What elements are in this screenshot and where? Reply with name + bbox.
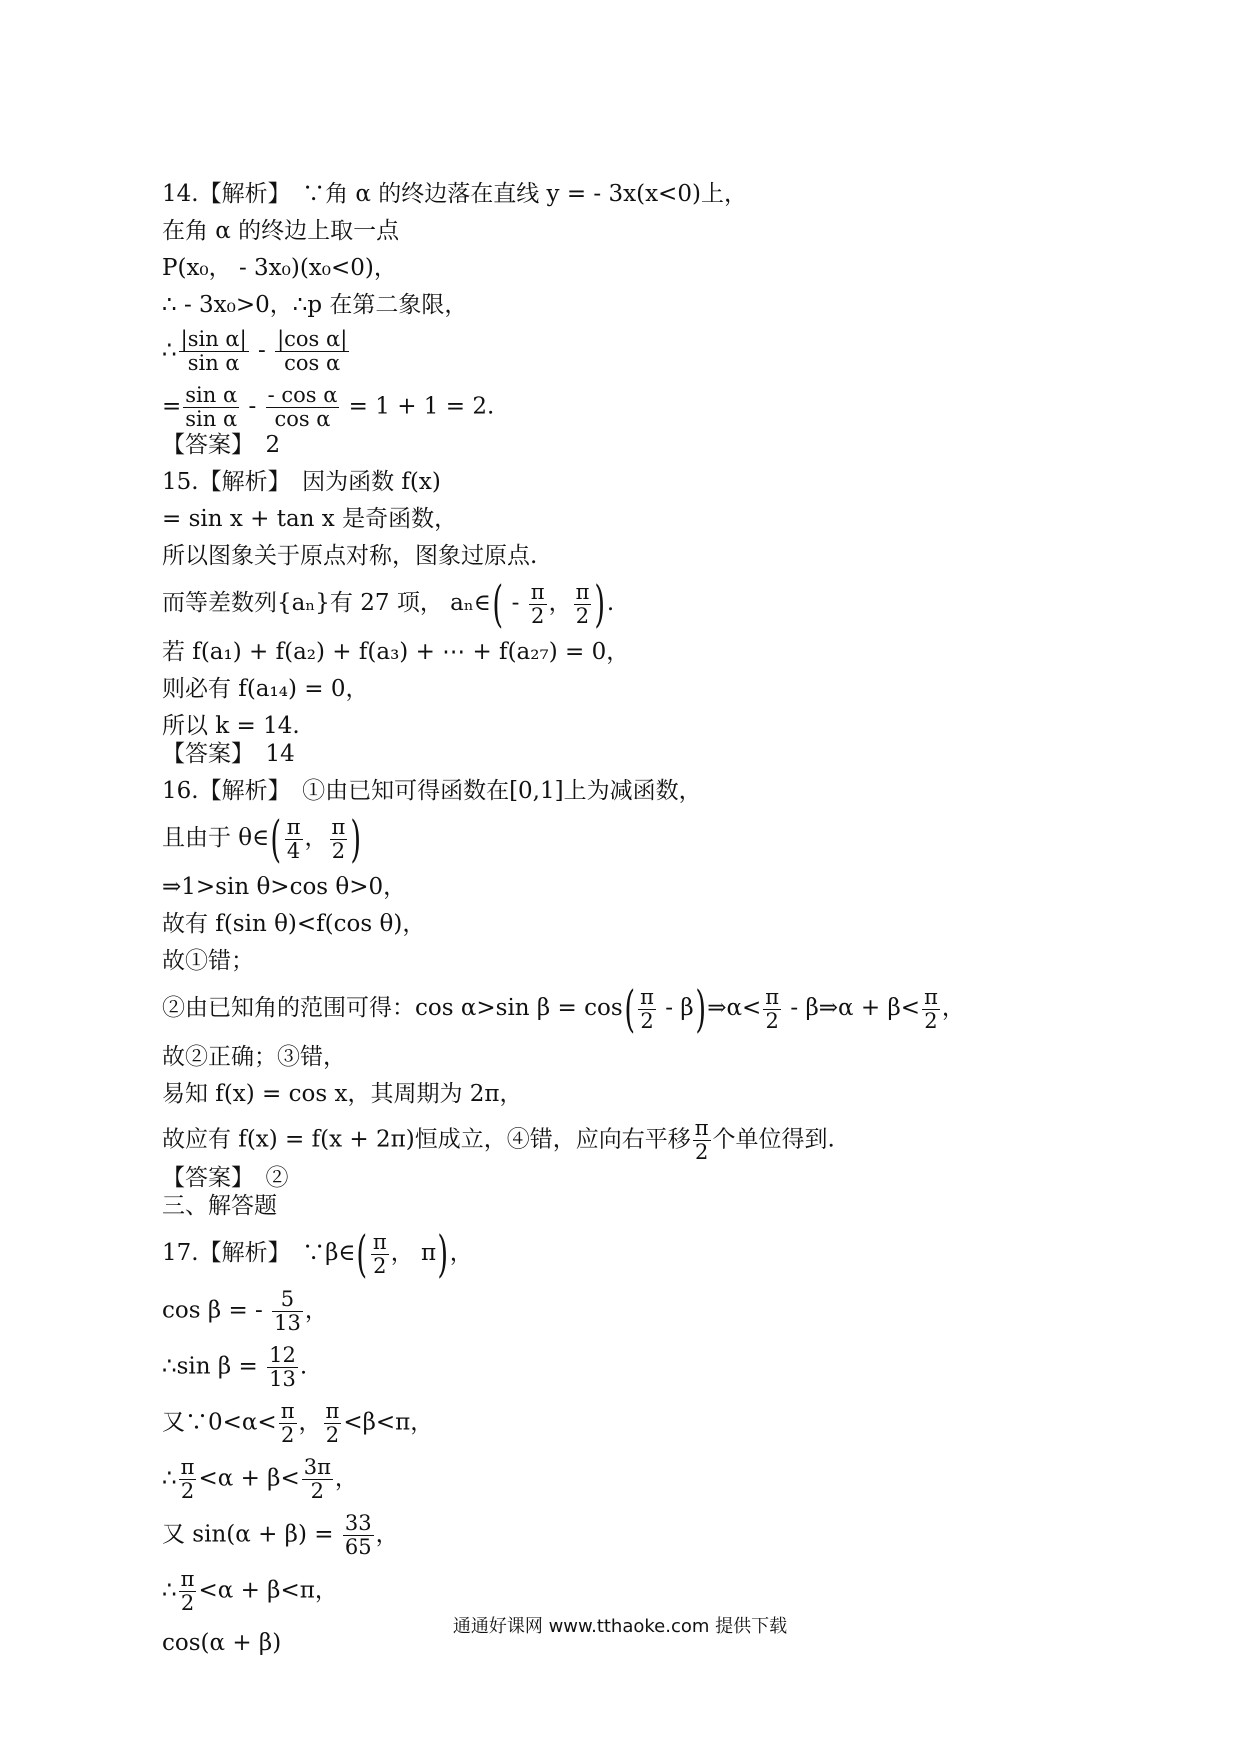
q16-line-5: 故①错； [162, 948, 254, 974]
numerator: 33 [344, 1511, 372, 1535]
right-paren: ) [594, 575, 606, 633]
denominator: cos α [274, 407, 331, 431]
fraction-pi-2 [529, 581, 547, 628]
fraction-pi-2 [574, 581, 592, 628]
q17-line-5 [162, 1456, 1122, 1503]
q14-line-5 [162, 328, 1122, 375]
fraction-abs-sin [179, 328, 249, 375]
numerator: π [331, 814, 346, 839]
fraction-abs-cos [275, 328, 349, 375]
left-paren: ( [492, 575, 503, 633]
fraction-neg-cos [266, 384, 340, 431]
q16-line-2 [162, 810, 1122, 868]
q16-line-9 [162, 1117, 1122, 1164]
q17-line-2 [162, 1288, 1122, 1335]
left-paren: ( [624, 980, 635, 1038]
right-paren: ) [350, 810, 362, 868]
denominator: 2 [640, 1008, 654, 1033]
numerator: |cos α| [277, 327, 348, 351]
comma: ， [375, 1521, 399, 1548]
comma: ， [941, 995, 965, 1021]
fraction-pi-2 [330, 816, 348, 863]
text-segment: 17.【解析】 ∵β∈ [162, 1240, 356, 1266]
q17-line-3 [162, 1344, 1122, 1391]
q16-line-3: ⇒1>sin θ>cos θ>0， [162, 874, 407, 900]
fraction-pi-4 [285, 816, 303, 863]
left-paren: ( [270, 810, 282, 868]
denominator: 2 [331, 838, 346, 863]
comma: ， [548, 590, 572, 616]
denominator: 2 [765, 1008, 779, 1033]
therefore-symbol: ∴ [162, 337, 177, 364]
text-segment: 且由于 θ∈ [162, 825, 270, 851]
text-segment: ∴sin β = [162, 1353, 266, 1380]
comma: ， [449, 1240, 473, 1266]
denominator: 2 [924, 1008, 938, 1033]
fraction-pi-2 [371, 1231, 389, 1278]
numerator: π [530, 579, 545, 604]
fraction-pi-2 [693, 1117, 711, 1164]
q16-line-8: 易知 f(x) = cos x，其周期为 2π， [162, 1081, 523, 1107]
fraction-5-13 [272, 1288, 303, 1335]
right-paren: ) [695, 980, 706, 1038]
text-segment: 故应有 f(x) = f(x + 2π)恒成立，④错，应向右平移 [162, 1126, 691, 1153]
q15-line-3: 所以图象关于原点对称，图象过原点. [162, 543, 538, 569]
fraction-pi-2 [179, 1568, 197, 1615]
q14-line-1: 14.【解析】 ∵角 α 的终边落在直线 y = - 3x(x<0)上， [162, 181, 747, 207]
numerator: 12 [269, 1343, 296, 1367]
text-segment: - β⇒α + β< [783, 995, 921, 1021]
numerator: π [924, 984, 938, 1009]
q16-line-4: 故有 f(sin θ)<f(cos θ)， [162, 911, 426, 937]
text-segment: ②由已知角的范围可得：cos α>sin β = cos [162, 995, 623, 1021]
q14-line-4: ∴ - 3x₀>0，∴p 在第二象限， [162, 292, 468, 318]
denominator: sin α [185, 407, 238, 431]
result-text: = 1 + 1 = 2. [341, 393, 495, 420]
denominator: 2 [694, 1140, 709, 1164]
numerator: π [575, 579, 590, 604]
text-segment: ， π [390, 1240, 437, 1266]
denominator: 2 [373, 1253, 387, 1278]
therefore-symbol: ∴ [162, 1465, 177, 1492]
text-segment: 又 sin(α + β) = [162, 1521, 341, 1548]
numerator: π [640, 984, 654, 1009]
fraction-12-13 [267, 1344, 298, 1391]
q17-line-8: cos(α + β) [162, 1630, 282, 1656]
numerator: π [286, 814, 301, 839]
period: . [606, 590, 615, 616]
denominator: 4 [286, 838, 301, 863]
equals-sign: = [162, 393, 182, 420]
fraction-pi-2 [922, 986, 940, 1033]
denominator: 2 [575, 603, 590, 628]
q14-answer: 【答案】 2 [162, 432, 281, 458]
numerator: π [180, 1455, 195, 1479]
section-heading: 三、解答题 [162, 1193, 277, 1219]
q15-line-4 [162, 575, 1122, 633]
denominator: 13 [274, 1311, 301, 1335]
fraction-pi-2 [763, 986, 781, 1033]
q15-line-1: 15.【解析】 因为函数 f(x) [162, 469, 441, 495]
text-segment: <β<π， [343, 1409, 434, 1436]
numerator: π [325, 1399, 340, 1423]
numerator: π [694, 1116, 709, 1140]
comma: ， [334, 1465, 358, 1492]
minus-sign: - [241, 393, 264, 420]
solution-content [162, 180, 1122, 1657]
therefore-symbol: ∴ [162, 1577, 177, 1604]
q16-line-6 [162, 980, 1122, 1038]
denominator: 2 [280, 1423, 295, 1447]
minus-sign: - [250, 337, 274, 364]
q14-line-6 [162, 384, 1122, 431]
q17-line-1 [162, 1225, 1122, 1283]
denominator: 2 [530, 603, 545, 628]
q16-answer: 【答案】 ② [162, 1165, 289, 1191]
right-paren: ) [437, 1225, 449, 1283]
numerator: π [280, 1399, 295, 1423]
denominator: cos α [284, 351, 341, 375]
fraction-3pi-2 [302, 1456, 333, 1503]
q16-line-7: 故②正确；③错， [162, 1044, 346, 1070]
fraction-pi-2 [179, 1456, 197, 1503]
comma: ， [298, 1409, 322, 1436]
q15-line-5: 若 f(a₁) + f(a₂) + f(a₃) + ⋯ + f(a₂₇) = 0， [162, 639, 630, 665]
denominator: 65 [344, 1535, 372, 1559]
fraction-pi-2 [324, 1400, 342, 1447]
denominator: 2 [180, 1591, 195, 1615]
text-segment: <α + β< [198, 1465, 300, 1492]
q16-line-1: 16.【解析】 ①由已知可得函数在[0,1]上为减函数， [162, 778, 702, 804]
numerator: π [180, 1567, 195, 1591]
minus-sign: - [504, 590, 527, 616]
q15-answer: 【答案】 14 [162, 741, 295, 767]
left-paren: ( [356, 1225, 368, 1283]
q15-line-2: = sin x + tan x 是奇函数， [162, 506, 458, 532]
fraction-sin [183, 384, 239, 431]
fraction-pi-2 [638, 986, 656, 1033]
comma: ， [304, 825, 328, 851]
numerator: sin α [185, 383, 238, 407]
numerator: 5 [272, 1288, 303, 1312]
text-segment: <α + β<π， [198, 1577, 338, 1604]
q17-line-6 [162, 1512, 1122, 1559]
denominator: 2 [325, 1423, 340, 1447]
numerator: - cos α [267, 383, 338, 407]
page-footer: 通通好课网 www.tthaoke.com 提供下载 [452, 1616, 788, 1637]
numerator: π [372, 1229, 387, 1254]
comma: ， [304, 1297, 328, 1324]
text-segment: 而等差数列{aₙ}有 27 项， aₙ∈ [162, 590, 491, 616]
numerator: |sin α| [180, 327, 247, 351]
fraction-33-65 [343, 1512, 374, 1559]
text-segment: 又∵0<α< [162, 1409, 277, 1436]
q17-line-4 [162, 1400, 1122, 1447]
text-segment: ⇒α< [707, 995, 762, 1021]
q14-line-2: 在角 α 的终边上取一点 [162, 218, 400, 244]
text-segment: cos β = - [162, 1297, 271, 1324]
q15-line-7: 所以 k = 14. [162, 713, 300, 739]
fraction-pi-2 [279, 1400, 297, 1447]
q17-line-7 [162, 1568, 1122, 1615]
denominator: 2 [310, 1479, 324, 1503]
text-segment: - β [657, 995, 694, 1021]
q15-line-6: 则必有 f(a₁₄) = 0， [162, 676, 369, 702]
q14-line-3: P(x₀， - 3x₀)(x₀<0)， [162, 255, 397, 281]
denominator: 13 [269, 1367, 296, 1391]
numerator: 3π [303, 1455, 331, 1479]
denominator: sin α [187, 351, 240, 375]
text-segment: 个单位得到. [712, 1126, 835, 1153]
period: . [299, 1353, 308, 1380]
numerator: π [765, 984, 780, 1009]
denominator: 2 [180, 1479, 195, 1503]
